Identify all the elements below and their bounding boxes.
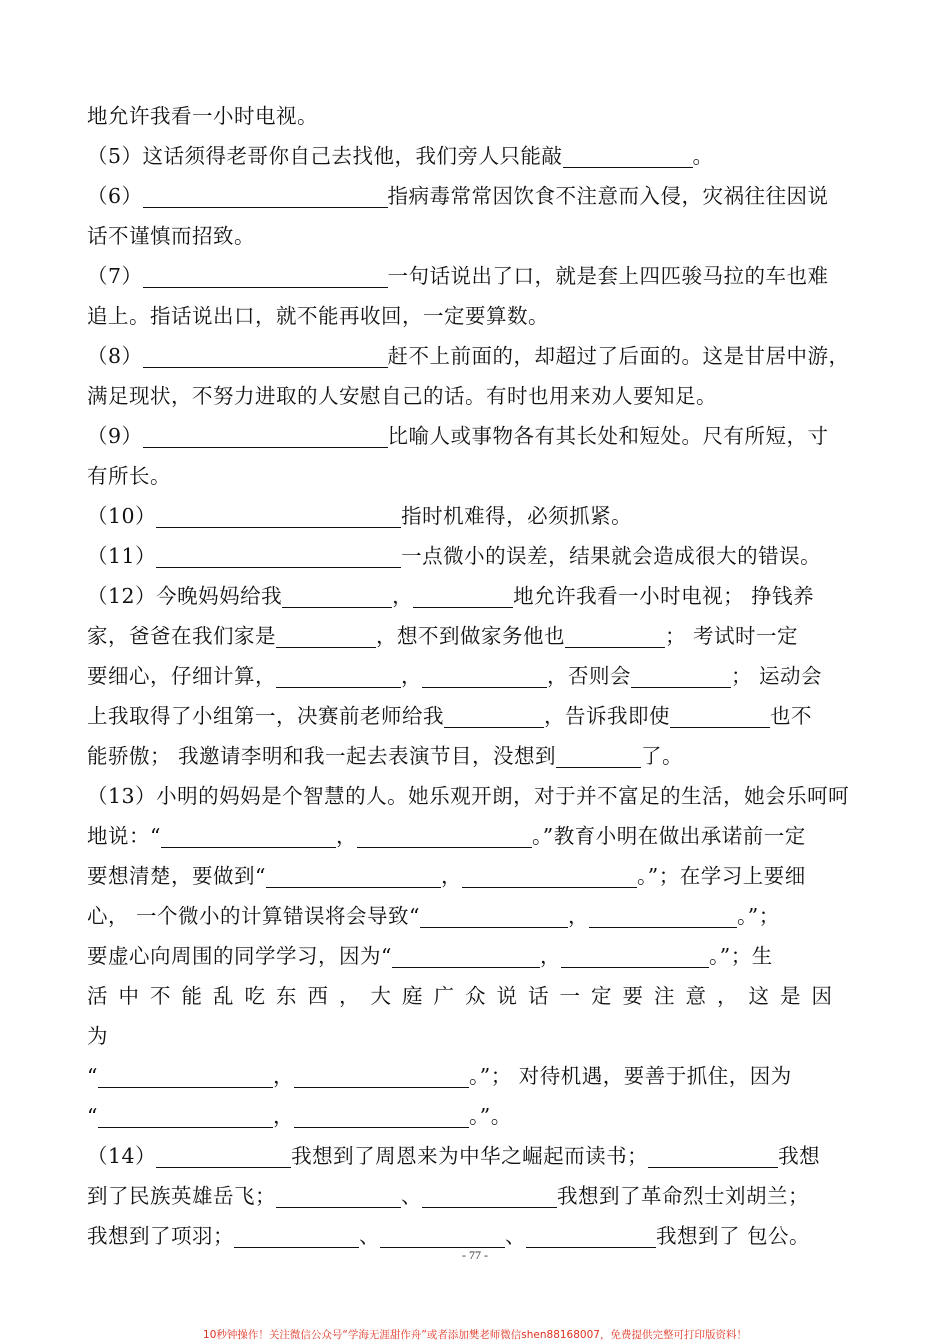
text-line: 追上。指话说出口，就不能再收回，一定要算数。 <box>87 304 549 328</box>
answer-blank[interactable] <box>422 666 547 688</box>
text-line: 上我取得了小组第一，决赛前老师给我 ，告诉我即使 也不 <box>87 704 812 728</box>
text-line: 能骄傲； 我邀请李明和我一起去表演节目，没想到 了。 <box>87 744 684 768</box>
answer-blank[interactable] <box>276 666 401 688</box>
answer-blank[interactable] <box>156 1146 291 1168</box>
answer-blank[interactable] <box>413 586 513 608</box>
answer-blank[interactable] <box>234 1226 359 1248</box>
promo-banner: 10秒钟操作！关注微信公众号“学海无涯甜作舟”或者添加樊老师微信shen88168007，免费提供完整可打印版资料！ <box>203 1329 747 1341</box>
text-line: 话不谨慎而招致。 <box>87 224 255 248</box>
answer-blank[interactable] <box>276 1186 401 1208</box>
question-13: （13）小明的妈妈是个智慧的人。她乐观开朗，对于并不富足的生活，她会乐呵呵 <box>87 784 850 808</box>
answer-blank[interactable] <box>161 826 336 848</box>
answer-blank[interactable] <box>670 706 770 728</box>
answer-blank[interactable] <box>631 666 731 688</box>
answer-blank[interactable] <box>294 1066 469 1088</box>
question-12: （12）今晚妈妈给我 ， 地允许我看一小时电视； 挣钱养 <box>87 584 815 608</box>
text-line: “ ， 。”。 <box>87 1104 512 1128</box>
question-8: （8） 赶不上前面的，却超过了后面的。这是甘居中游， <box>87 344 850 368</box>
answer-blank[interactable] <box>420 906 568 928</box>
answer-blank[interactable] <box>143 266 388 288</box>
answer-blank[interactable] <box>357 826 532 848</box>
answer-blank[interactable] <box>462 866 637 888</box>
page-number: - 77 - <box>462 1248 488 1262</box>
question-11: （11） 一点微小的误差，结果就会造成很大的错误。 <box>87 544 822 568</box>
text-line: 活中不能乱吃东西，大庭广众说话一定要注意，这是因为 <box>87 984 843 1048</box>
text-line: 到了民族英雄岳飞； 、 我想到了革命烈士刘胡兰； <box>87 1184 809 1208</box>
answer-blank[interactable] <box>565 626 665 648</box>
answer-blank[interactable] <box>294 1106 469 1128</box>
answer-blank[interactable] <box>143 346 388 368</box>
question-6: （6） 指病毒常常因饮食不注意而入侵，灾祸往往因说 <box>87 184 829 208</box>
answer-blank[interactable] <box>422 1186 557 1208</box>
answer-blank[interactable] <box>648 1146 778 1168</box>
text-line: “ ， 。”； 对待机遇，要善于抓住，因为 <box>87 1064 792 1088</box>
answer-blank[interactable] <box>156 506 401 528</box>
answer-blank[interactable] <box>143 186 388 208</box>
answer-blank[interactable] <box>143 426 388 448</box>
answer-blank[interactable] <box>444 706 544 728</box>
answer-blank[interactable] <box>98 1066 273 1088</box>
text-line: 有所长。 <box>87 464 171 488</box>
answer-blank[interactable] <box>282 586 392 608</box>
answer-blank[interactable] <box>380 1226 505 1248</box>
text-line: 要想清楚，要做到“ ， 。”；在学习上要细 <box>87 864 806 888</box>
question-7: （7） 一句话说出了口，就是套上四匹骏马拉的车也难 <box>87 264 829 288</box>
text-line: 要细心，仔细计算， ， ，否则会 ； 运动会 <box>87 664 823 688</box>
text-line: 要虚心向周围的同学学习，因为“ ， 。”；生 <box>87 944 773 968</box>
question-9: （9） 比喻人或事物各有其长处和短处。尺有所短，寸 <box>87 424 829 448</box>
text-line: 满足现状，不努力进取的人安慰自己的话。有时也用来劝人要知足。 <box>87 384 717 408</box>
answer-blank[interactable] <box>276 626 376 648</box>
answer-blank[interactable] <box>156 546 401 568</box>
worksheet-body <box>87 96 865 1256</box>
answer-blank[interactable] <box>266 866 441 888</box>
answer-blank[interactable] <box>392 946 540 968</box>
answer-blank[interactable] <box>561 946 709 968</box>
question-14: （14） 我想到了周恩来为中华之崛起而读书； 我想 <box>87 1144 821 1168</box>
question-5: （5）这话须得老哥你自己去找他，我们旁人只能敲 。 <box>87 144 714 168</box>
text-line: 地允许我看一小时电视。 <box>87 104 318 128</box>
answer-blank[interactable] <box>589 906 737 928</box>
text-line: 我想到了项羽； 、 、 我想到了 包公。 <box>87 1224 811 1248</box>
answer-blank[interactable] <box>98 1106 273 1128</box>
text-line: 地说：“ ， 。”教育小明在做出承诺前一定 <box>87 824 806 848</box>
text-line: 家，爸爸在我们家是 ，想不到做家务他也 ； 考试时一定 <box>87 624 799 648</box>
question-10: （10） 指时机难得，必须抓紧。 <box>87 504 633 528</box>
text-line: 心， 一个微小的计算错误将会导致“ ， 。”； <box>87 904 780 928</box>
answer-blank[interactable] <box>563 146 693 168</box>
answer-blank[interactable] <box>526 1226 656 1248</box>
answer-blank[interactable] <box>556 746 641 768</box>
